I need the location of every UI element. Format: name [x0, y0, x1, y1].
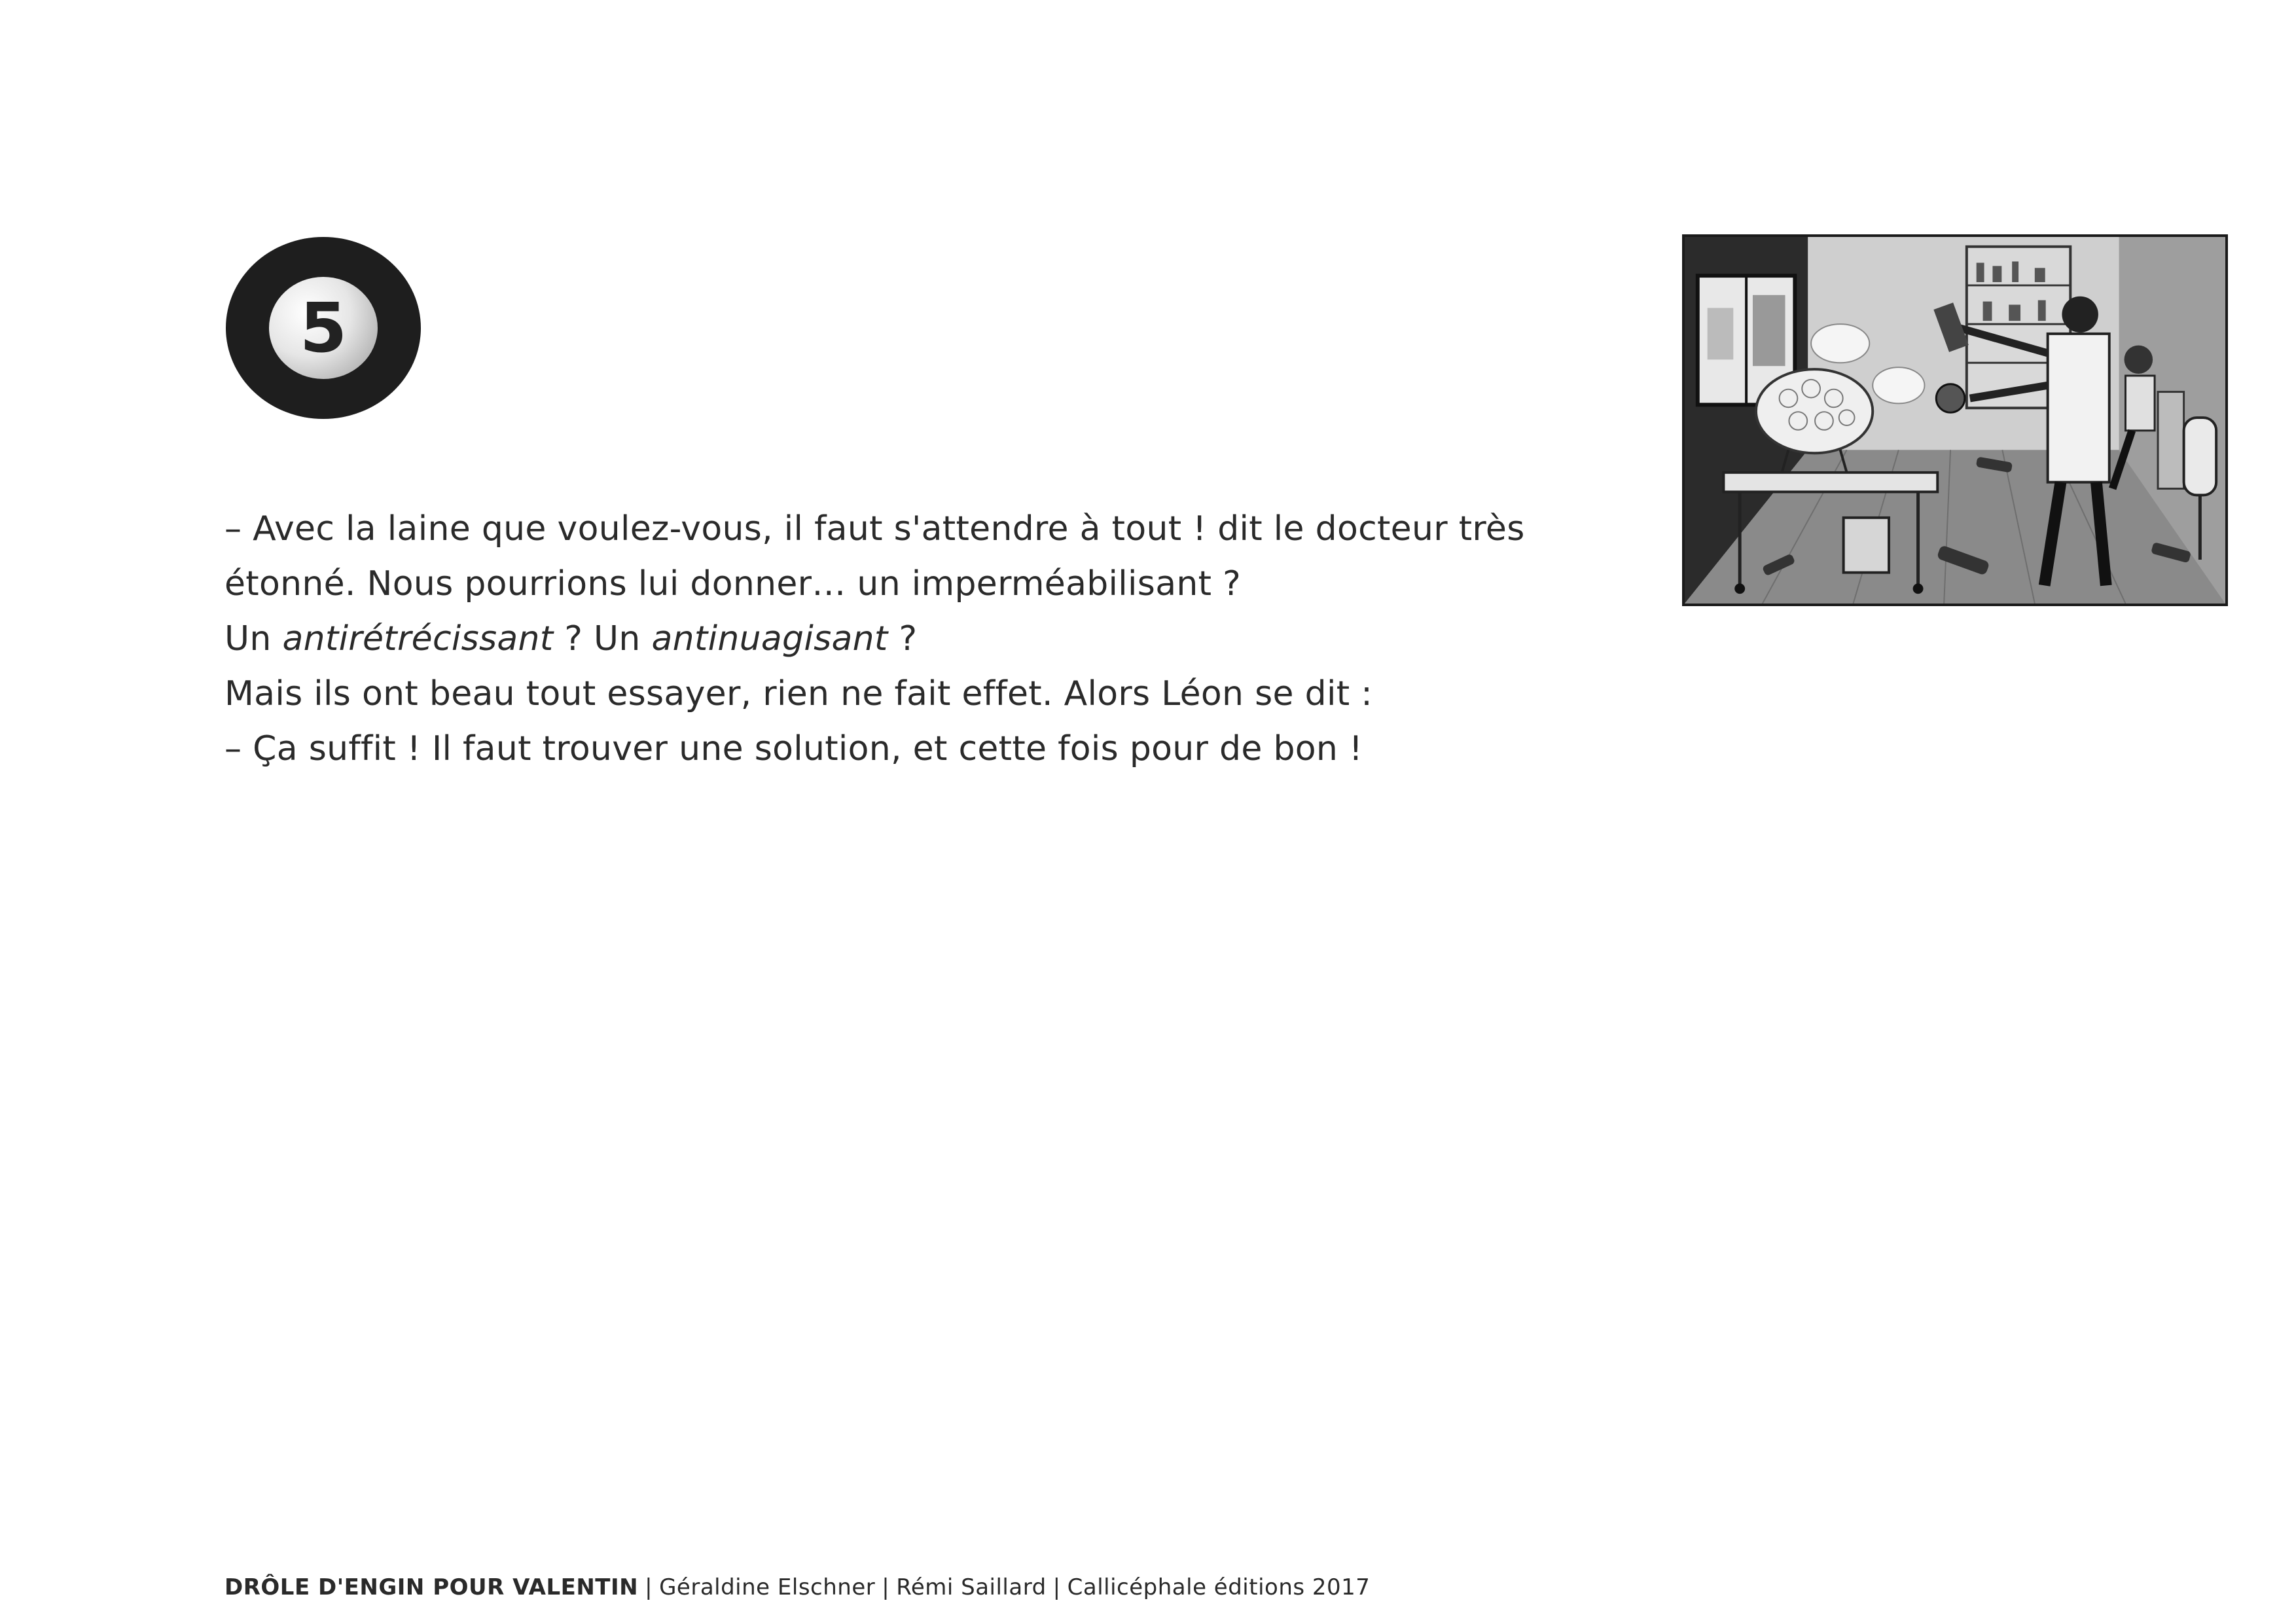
chapter-number-badge — [226, 237, 421, 419]
footer-credits — [224, 1574, 1370, 1600]
separator: | — [882, 1574, 890, 1600]
illustration-drawing — [1685, 237, 2225, 604]
separator: | — [645, 1574, 653, 1600]
story-line: Mais ils ont beau tout essayer, rien ne fait effet. Alors Léon se dit : — [224, 674, 1373, 713]
book-title: DRÔLE D'ENGIN POUR VALENTIN — [224, 1574, 639, 1600]
story-italic-word: antirétrécissant — [282, 619, 554, 659]
story-illustration — [1682, 234, 2228, 606]
publisher-info: Callicéphale éditions 2017 — [1067, 1574, 1371, 1600]
illustrator-name: Rémi Saillard — [896, 1574, 1047, 1600]
story-line: – Ça suffit ! Il faut trouver une solution, et cette fois pour de bon ! — [224, 729, 1363, 768]
story-line: étonné. Nous pourrions lui donner… un imperméabilisant ? — [224, 564, 1242, 604]
story-line — [224, 611, 1619, 666]
story-text-fragment: Un — [224, 619, 283, 659]
story-text — [224, 501, 1619, 776]
separator: | — [1052, 1574, 1061, 1600]
story-text-fragment: ? Un — [553, 619, 652, 659]
chapter-number: 5 — [269, 277, 378, 379]
story-line: – Avec la laine que voulez-vous, il faut s'attendre à tout ! dit le docteur très — [224, 509, 1525, 549]
story-italic-word: antinuagisant — [651, 619, 888, 659]
story-text-fragment: ? — [888, 619, 918, 659]
author-name: Géraldine Elschner — [659, 1574, 876, 1600]
